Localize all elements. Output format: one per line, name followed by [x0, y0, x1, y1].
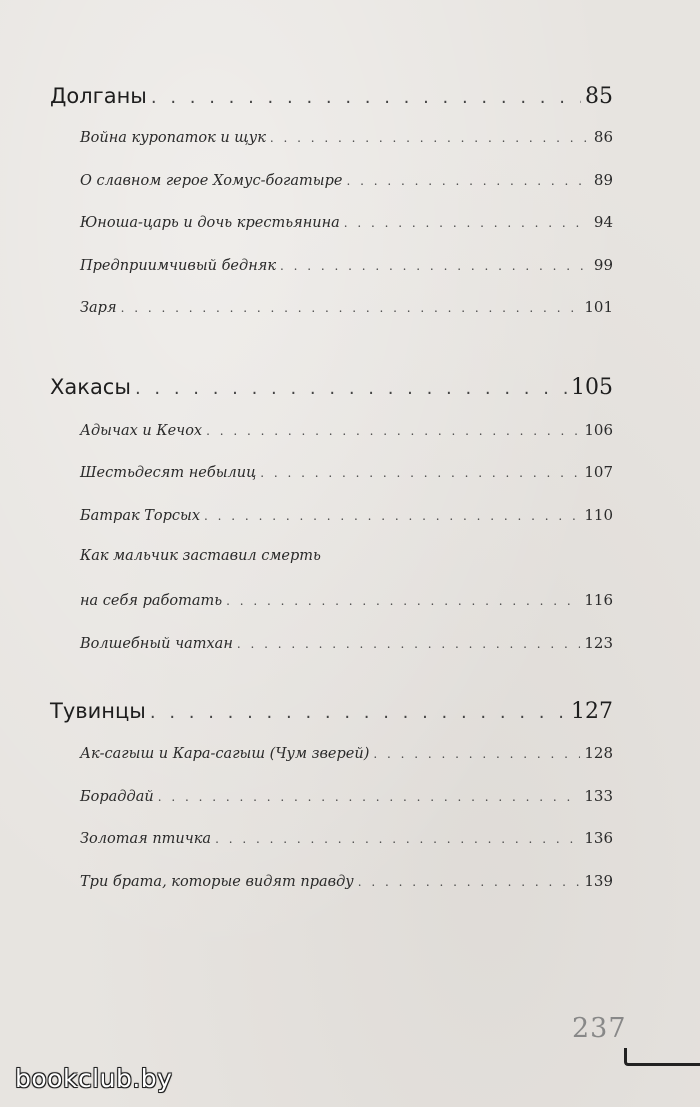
- leader-dots: [151, 87, 581, 108]
- entry-page: 107: [584, 463, 613, 481]
- section-title: Тувинцы: [50, 699, 146, 723]
- toc-entry: [80, 298, 613, 316]
- leader-dots: [280, 259, 590, 273]
- leader-dots: [135, 378, 567, 399]
- toc-section-tuvintsy: [50, 699, 613, 724]
- entry-page: 110: [584, 506, 613, 524]
- entry-page: 133: [584, 787, 613, 805]
- toc-entry: [80, 634, 613, 652]
- section-page: 127: [571, 699, 613, 724]
- entry-page: 123: [584, 634, 613, 652]
- leader-dots: [226, 594, 580, 608]
- leader-dots: [206, 424, 580, 438]
- toc-entry: [80, 506, 613, 524]
- leader-dots: [346, 174, 589, 188]
- entry-title: Бораддай: [80, 789, 154, 805]
- entry-page: 94: [593, 213, 613, 231]
- entry-title: Юноша-царь и дочь крестьянина: [80, 215, 340, 231]
- toc-section-dolgany: [50, 84, 613, 109]
- toc-entry: [80, 744, 613, 762]
- entry-title: Шестьдесят небылиц: [80, 465, 257, 481]
- toc-entry: [80, 171, 613, 189]
- toc-entry: [80, 213, 613, 231]
- entry-title: Адычах и Кечох: [80, 423, 203, 439]
- entry-title: Батрак Торсых: [80, 508, 201, 524]
- entry-page: 99: [593, 256, 613, 274]
- leader-dots: [121, 301, 581, 315]
- entry-title: на себя работать: [80, 593, 223, 609]
- toc-entry: [80, 463, 613, 481]
- leader-dots: [344, 216, 590, 230]
- entry-title: О славном герое Хомус-богатыре: [80, 173, 343, 189]
- leader-dots: [215, 832, 580, 846]
- corner-bracket-ornament: [624, 1048, 700, 1066]
- entry-title-line1: Как мальчик заставил смерть: [80, 548, 321, 564]
- section-page: 105: [571, 375, 613, 400]
- entry-title: Золотая птичка: [80, 831, 212, 847]
- entry-page: 116: [584, 591, 613, 609]
- section-page: 85: [585, 84, 613, 109]
- leader-dots: [150, 702, 567, 723]
- entry-page: 86: [593, 128, 613, 146]
- entry-title: Волшебный чатхан: [80, 636, 233, 652]
- section-title: Долганы: [50, 84, 147, 108]
- toc-entry: [80, 128, 613, 146]
- toc-entry: [80, 591, 613, 609]
- leader-dots: [373, 747, 580, 761]
- toc-entry: [80, 872, 613, 890]
- leader-dots: [260, 466, 580, 480]
- entry-title: Заря: [80, 300, 117, 316]
- entry-page: 139: [584, 872, 613, 890]
- leader-dots: [237, 637, 580, 651]
- entry-page: 128: [584, 744, 613, 762]
- toc-section-khakasy: [50, 375, 613, 400]
- page-number: 237: [572, 1013, 627, 1044]
- entry-title: Три брата, которые видят правду: [80, 874, 354, 890]
- toc-entry: [80, 421, 613, 439]
- entry-page: 136: [584, 829, 613, 847]
- section-title: Хакасы: [50, 375, 131, 399]
- leader-dots: [270, 131, 590, 145]
- entry-title: Ак-сагыш и Кара-сагыш (Чум зверей): [80, 746, 370, 762]
- entry-title: Предприимчивый бедняк: [80, 258, 277, 274]
- entry-page: 89: [593, 171, 613, 189]
- entry-title: Война куропаток и щук: [80, 130, 266, 146]
- entry-page: 106: [584, 421, 613, 439]
- toc-entry: [80, 787, 613, 805]
- toc-entry: [80, 829, 613, 847]
- leader-dots: [204, 509, 580, 523]
- leader-dots: [158, 790, 581, 804]
- toc-entry: [80, 256, 613, 274]
- leader-dots: [358, 875, 581, 889]
- watermark: bookclub.by: [15, 1064, 173, 1093]
- entry-page: 101: [584, 298, 613, 316]
